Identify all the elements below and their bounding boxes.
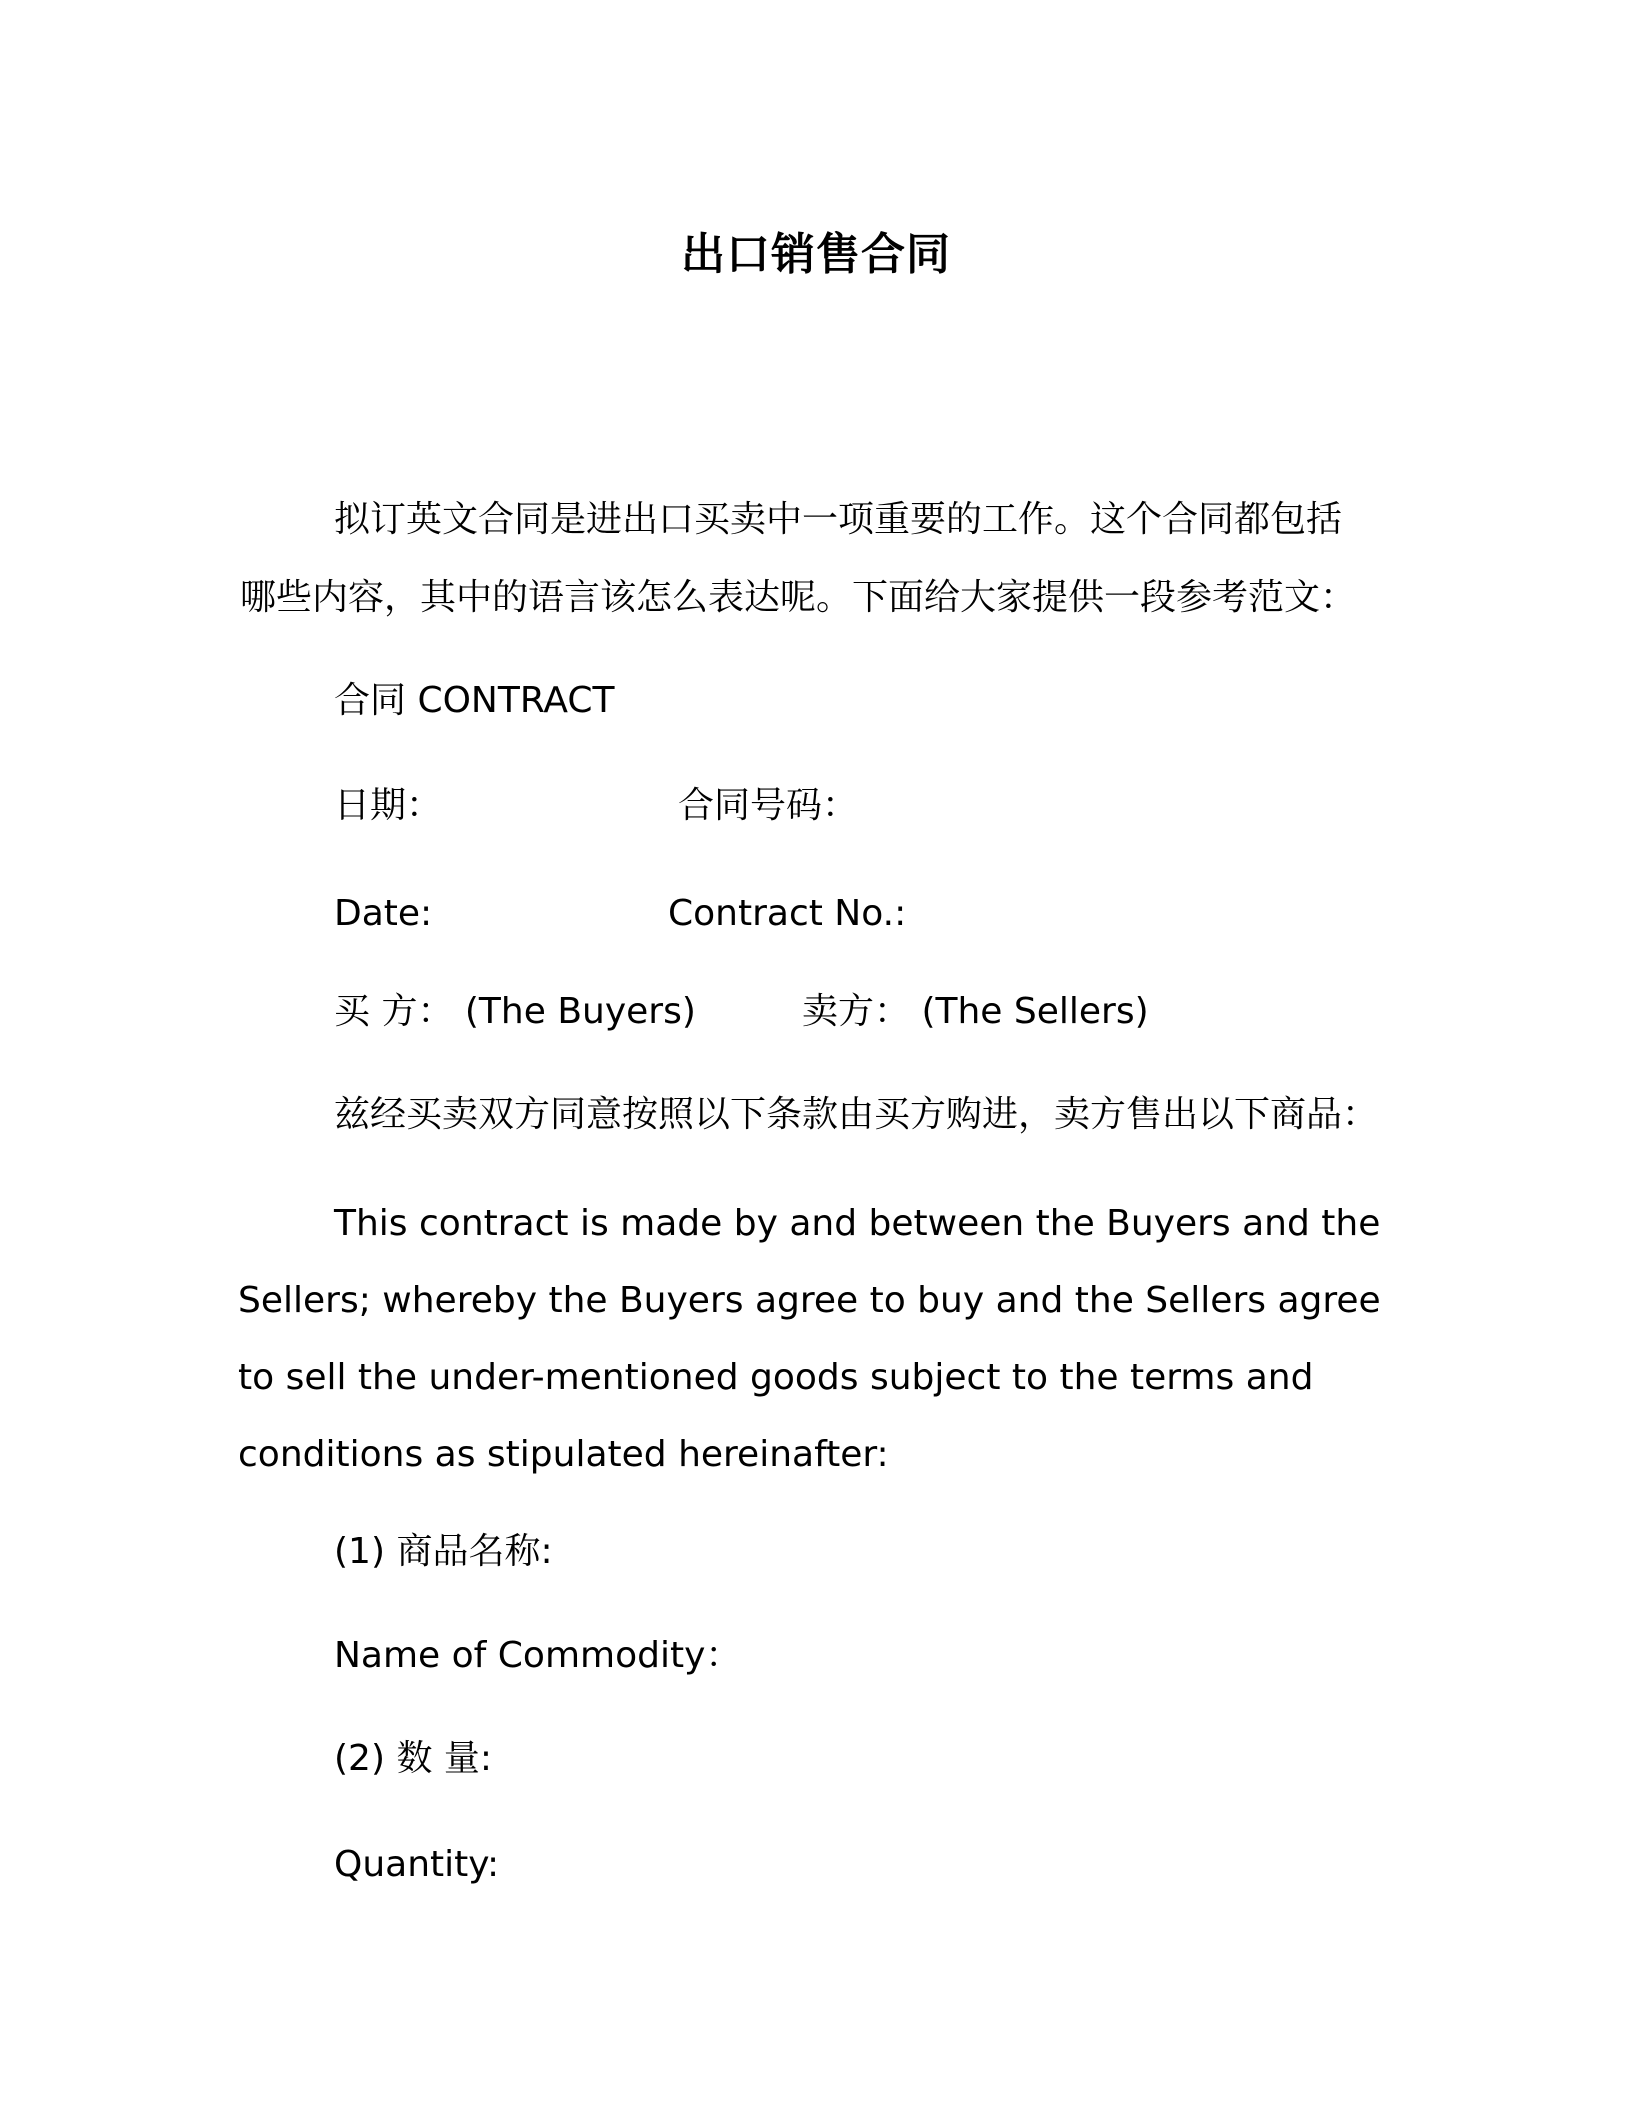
contract-no-cn-label: 合同号码： — [678, 785, 859, 826]
contract-heading: 合同 CONTRACT — [334, 680, 615, 721]
item-2-cn: (2) 数 量: — [334, 1738, 493, 1779]
agreement-en-line-4: conditions as stipulated hereinafter: — [238, 1434, 889, 1475]
intro-line-1: 拟订英文合同是进出口买卖中一项重要的工作。这个合同都包括 — [334, 499, 1343, 540]
intro-line-2: 哪些内容，其中的语言该怎么表达呢。下面给大家提供一段参考范文： — [240, 577, 1357, 618]
agreement-en-line-3: to sell the under-mentioned goods subject to the terms and — [238, 1357, 1314, 1398]
item-1-en: Name of Commodity： — [334, 1635, 742, 1676]
agreement-en-line-2: Sellers; whereby the Buyers agree to buy and the Sellers agree — [238, 1280, 1381, 1321]
item-1-cn: (1) 商品名称: — [334, 1531, 553, 1572]
agreement-cn: 兹经买卖双方同意按照以下条款由买方购进，卖方售出以下商品： — [334, 1094, 1379, 1135]
contract-no-en-label: Contract No.: — [668, 893, 907, 934]
date-cn-label: 日期： — [334, 785, 443, 826]
date-en-label: Date: — [334, 893, 433, 934]
agreement-en-line-1: This contract is made by and between the Buyers and the — [334, 1203, 1381, 1244]
page-title: 出口销售合同 — [681, 229, 951, 280]
buyers-label: 买 方： (The Buyers) — [334, 991, 696, 1032]
item-2-en: Quantity: — [334, 1844, 500, 1885]
sellers-label: 卖方： (The Sellers) — [802, 991, 1149, 1032]
